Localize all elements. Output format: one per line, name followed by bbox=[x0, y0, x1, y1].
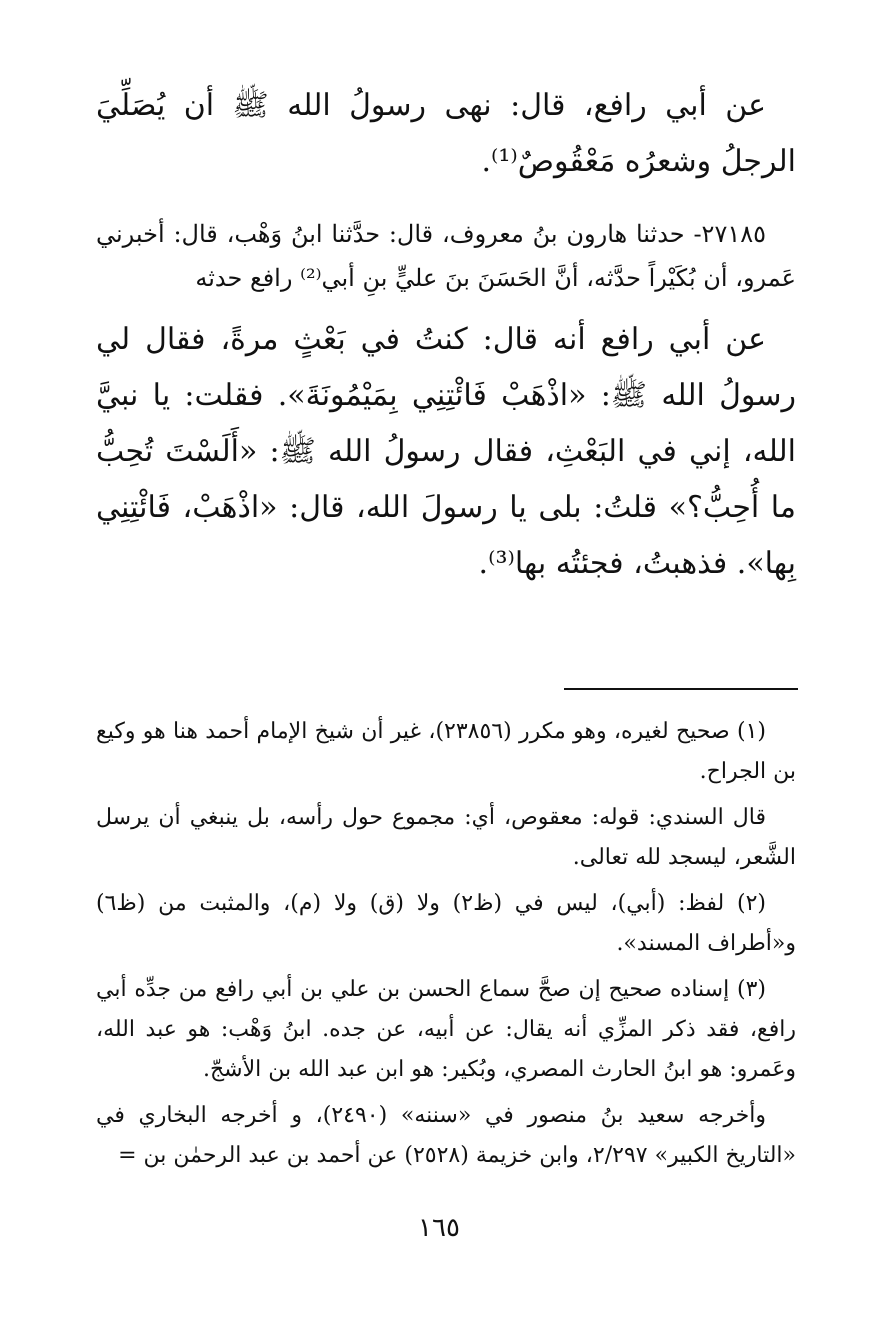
footnote-3-cont: وأخرجه سعيد بنُ منصور في «سننه» (٢٤٩٠)، و أخرجه البخاري في «التاريخ الكبير» ٢/٢٩٧، وابن خزيمة (٢٥٢٨) عن أحمد بن عبد الرحمٰن بن = bbox=[96, 1103, 796, 1168]
footnote-1: (١) صحيح لغيره، وهو مكرر (٢٣٨٥٦)، غير أن شيخ الإمام أحمد هنا هو وكيع بن الجراح. bbox=[96, 719, 796, 784]
paragraph-3: عن أبي رافع أنه قال: كنتُ في بَعْثٍ مرةً، فقال لي رسولُ الله ﷺ: «اذْهَبْ فَائْتِنِي بِمَيْمُونَةَ». فقلت: يا نبيَّ الله، إني في البَعْثِ، فقال رسولُ الله ﷺ: «أَلَسْتَ تُحِبُّ ما أُحِبُّ؟» قلتُ: بلى يا رسولَ الله، قال: «اذْهَبْ، فَائْتِنِي بِها». فذهبتُ، فجئتُه بها⁽³⁾. bbox=[96, 322, 796, 581]
paragraph-1: عن أبي رافع، قال: نهى رسولُ الله ﷺ أن يُصَلِّيَ الرجلُ وشعرُه مَعْقُوصٌ⁽¹⁾. bbox=[96, 88, 796, 179]
hadith-header: ٢٧١٨٥- حدثنا هارون بنُ معروف، قال: حدَّثنا ابنُ وَهْب، قال: أخبرني عَمرو، أن بُكَيْراً حدَّثه، أنَّ الحَسَنَ بنَ عليٍّ بنِ أبي⁽²⁾ رافع حدثه bbox=[96, 220, 796, 292]
footnote-3: (٣) إسناده صحيح إن صحَّ سماع الحسن بن علي بن أبي رافع من جدِّه أبي رافع، فقد ذكر المزِّي أنه يقال: عن أبيه، عن جده. ابنُ وَهْب: هو عبد الله، وعَمرو: هو ابنُ الحارث المصري، وبُكير: هو ابن عبد الله بن الأشجّ. bbox=[96, 977, 796, 1082]
footnotes bbox=[96, 712, 796, 1182]
main-text bbox=[96, 78, 796, 592]
footnote-1-cont: قال السندي: قوله: معقوص، أي: مجموع حول رأسه، بل ينبغي أن يرسل الشَّعر، ليسجد لله تعالى. bbox=[96, 805, 796, 870]
footnote-separator bbox=[564, 688, 798, 690]
page-number: ١٦٥ bbox=[418, 1213, 460, 1243]
footnote-2: (٢) لفظ: (أبي)، ليس في (ظ٢) ولا (ق) ولا (م)، والمثبت من (ظ٦) و«أطراف المسند». bbox=[96, 891, 796, 956]
